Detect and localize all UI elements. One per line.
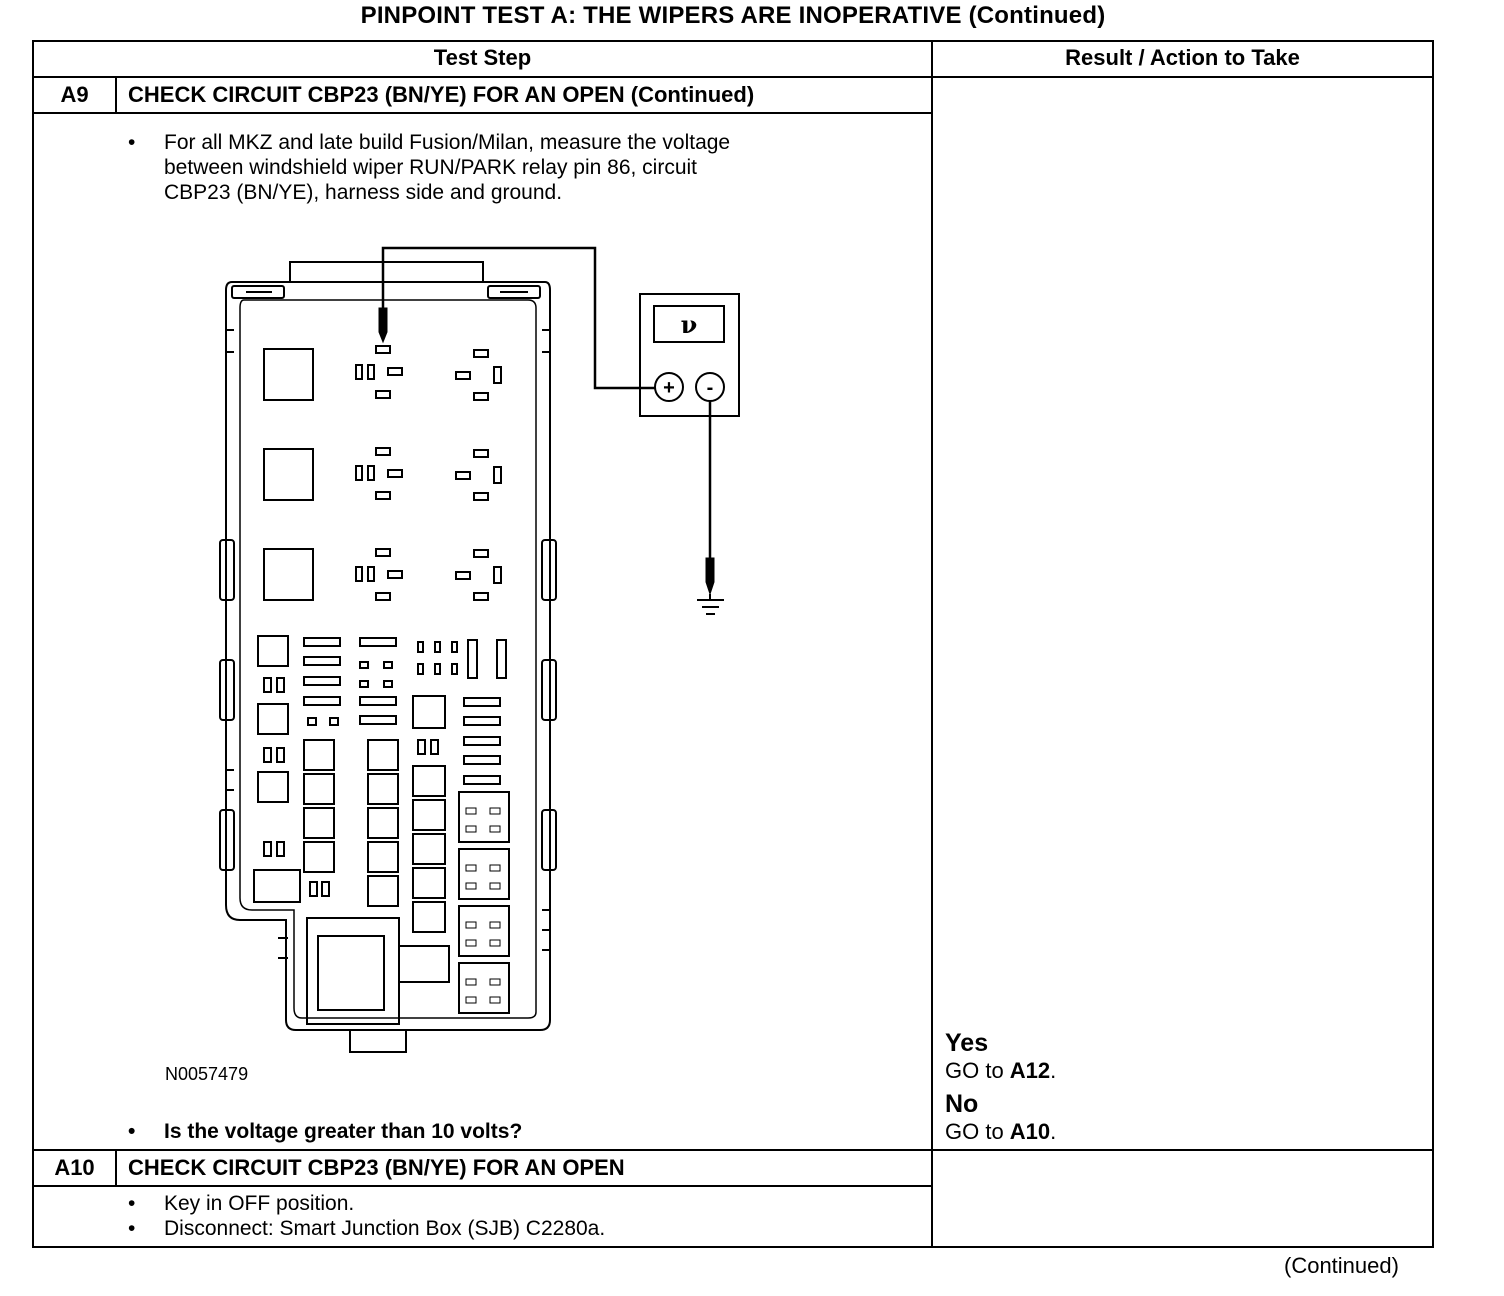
result-no-prefix: GO to bbox=[945, 1119, 1010, 1144]
a9-question-text: Is the voltage greater than 10 volts? bbox=[164, 1120, 523, 1143]
plus-terminal-icon: + bbox=[663, 377, 675, 399]
result-yes-label: Yes bbox=[945, 1029, 989, 1057]
step-id-a9: A9 bbox=[60, 82, 89, 107]
result-yes-prefix: GO to bbox=[945, 1058, 1010, 1083]
minus-terminal-icon: - bbox=[706, 377, 714, 399]
bullet-dot: • bbox=[128, 1217, 136, 1240]
step-title-a9: CHECK CIRCUIT CBP23 (BN/YE) FOR AN OPEN (Continued) bbox=[128, 82, 755, 107]
a10-instruction-1-text: Key in OFF position. bbox=[164, 1192, 355, 1215]
continued-note: (Continued) bbox=[1284, 1253, 1399, 1278]
bullet-dot: • bbox=[128, 1192, 136, 1215]
page-title: PINPOINT TEST A: THE WIPERS ARE INOPERATIVE (Continued) bbox=[360, 2, 1106, 29]
bullet-dot: • bbox=[128, 131, 136, 154]
result-yes-target-link[interactable]: A12 bbox=[1009, 1058, 1051, 1083]
figure-id: N0057479 bbox=[165, 1064, 249, 1084]
result-no-action bbox=[945, 1119, 1056, 1145]
result-no-label: No bbox=[945, 1090, 979, 1118]
result-no-target-link[interactable]: A10 bbox=[1009, 1119, 1051, 1144]
step-title-a10: CHECK CIRCUIT CBP23 (BN/YE) FOR AN OPEN bbox=[128, 1155, 625, 1180]
meter-display: ν bbox=[680, 310, 698, 339]
a9-instruction-text: For all MKZ and late build Fusion/Milan, measure the voltage between windshield wiper RUN/PARK relay pin 86, circuit CBP23 (BN/YE), harness side and ground. bbox=[164, 131, 731, 204]
bullet-dot: • bbox=[128, 1120, 136, 1143]
result-yes-period: . bbox=[1050, 1058, 1057, 1083]
header-result-action: Result / Action to Take bbox=[1065, 45, 1300, 70]
result-no-period: . bbox=[1050, 1119, 1057, 1144]
result-yes-action bbox=[945, 1058, 1056, 1084]
header-test-step: Test Step bbox=[433, 45, 532, 70]
a10-instruction-2-text: Disconnect: Smart Junction Box (SJB) C2280a. bbox=[164, 1217, 606, 1240]
step-id-a10: A10 bbox=[54, 1155, 95, 1180]
